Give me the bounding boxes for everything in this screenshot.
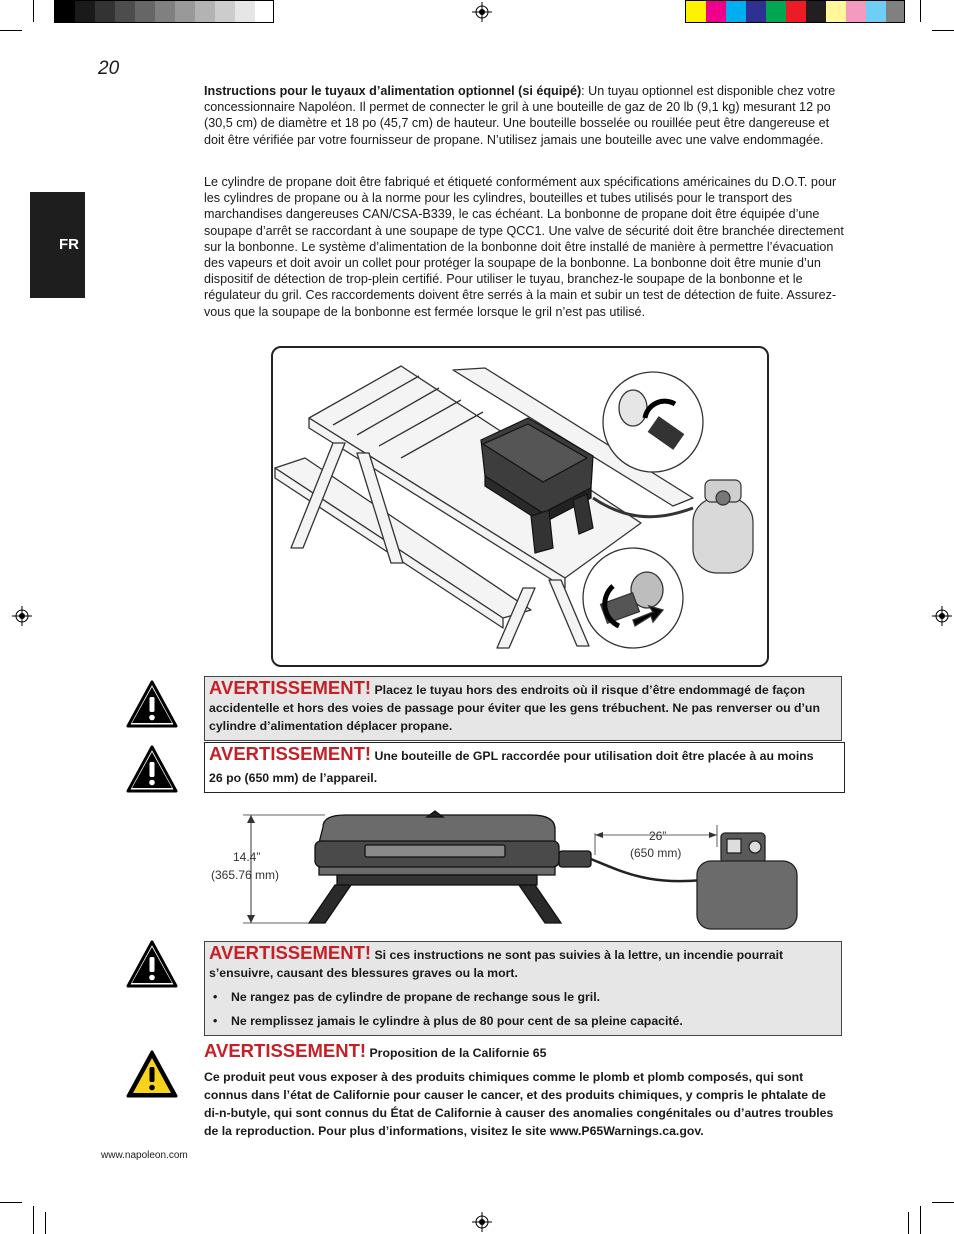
registration-mark-icon <box>932 606 952 626</box>
page-number: 20 <box>98 58 120 79</box>
warning-triangle-icon <box>126 680 178 728</box>
prop65-subtitle: Proposition de la Californie 65 <box>369 1046 547 1060</box>
height-dimension-inches: 14.4” <box>233 850 261 864</box>
warning-text: Une bouteille de GPL raccordée pour utilisation doit être placée à au moins <box>374 749 814 763</box>
grayscale-bar <box>54 0 274 23</box>
registration-mark-icon <box>472 2 492 22</box>
warning-text: Placez le tuyau hors des endroits où il risque d’être endommagé de façon accidentelle et hors des voies de passage pour éviter que les gens trébuchent. Ne pas renverser ou d’un cylindre d’alimentation déplacer propane. <box>209 683 820 733</box>
language-tab-label: FR <box>59 236 79 253</box>
warning-box-trip-hazard <box>204 676 842 741</box>
warning-text: Si ces instructions ne sont pas suivies à la lettre, un incendie pourrait s’ensuivre, causant des blessures graves ou la mort. <box>209 948 784 980</box>
registration-mark-icon <box>12 606 32 626</box>
warning-box-prop65 <box>204 1042 842 1140</box>
clearance-dimension-illustration <box>205 803 825 931</box>
warning-box-fire-hazard <box>204 941 842 1036</box>
warning-triangle-icon <box>126 940 178 988</box>
warning-text-continued: 26 po (650 mm) de l’appareil. <box>209 771 378 785</box>
language-tab <box>30 192 85 298</box>
color-bar <box>685 0 905 23</box>
distance-dimension-inches: 26” <box>649 829 667 843</box>
hose-instructions-paragraph <box>204 83 844 148</box>
prop65-warning-icon <box>126 1050 178 1098</box>
warning-triangle-icon <box>126 745 178 793</box>
cylinder-paragraph: Le cylindre de propane doit être fabriqué et étiqueté conformément aux spécifications américaines du D.O.T. pour les cylindres de propane ou à la norme pour les cylindres, bouteilles et tubes utilisés pour le transport des marchandises dangereuses CAN/CSA-B339, le cas échéant. La bonbonne de propane doit être équipée d’une soupape d’arrêt se raccordant à une soupape de type QCC1. Une valve de sécurité doit être branchée directement sur la bonbonne. Le système d’alimentation de la bonbonne doit être installé de manière à permettre l’évacuation des vapeurs et doit avoir un collet pour protéger la soupape de la bonbonne. La bonbonne doit être munie d’un dispositif de détection de trop-plein certifié. Pour utiliser le tuyau, branchez-le soupape de la bonbonne et le régulateur du gril. Ces raccordements doivent être serrés à la main et subir un test de détection de fuite. Assurez-vous que la soupape de la bonbonne est fermée lorsque le gril n’est pas utilisé. <box>204 175 844 319</box>
hose-instructions-heading: Instructions pour le tuyaux d’alimentation optionnel (si équipé) <box>204 84 582 98</box>
list-item: • Ne remplissez jamais le cylindre à plus de 80 pour cent de sa pleine capacité. <box>209 1012 837 1030</box>
prop65-text: Ce produit peut vous exposer à des produits chimiques comme le plomb et plomb composés, qui sont connus dans l’état de Californie pour causer le cancer, et des produits chimiques, y compris le phtalate de di-n-butyle, qui sont connus du État de Californie à causer des anomalies congénitales ou d’autres troubles de la reproduction. Pour plus d’informations, visitez le site www.P65Warnings.ca.gov. <box>204 1070 834 1138</box>
footer-url: www.napoleon.com <box>101 1150 188 1161</box>
height-dimension-mm: (365.76 mm) <box>211 868 280 882</box>
warning-title: AVERTISSEMENT! <box>204 1040 367 1061</box>
registration-mark-icon <box>472 1212 492 1232</box>
warning-box-distance <box>204 742 845 793</box>
warning-title: AVERTISSEMENT! <box>209 677 372 698</box>
distance-dimension-mm: (650 mm) <box>630 846 682 860</box>
warning-title: AVERTISSEMENT! <box>209 743 372 764</box>
warning-bullet-list <box>209 988 837 1030</box>
picnic-table-illustration <box>271 346 769 667</box>
list-item: • Ne rangez pas de cylindre de propane de rechange sous le gril. <box>209 988 837 1006</box>
hose-instructions-text: : Un tuyau optionnel est disponible chez votre concessionnaire Napoléon. Il permet de connecter le gril à une bouteille de gaz de 20 lb (9,1 kg) mesurant 12 po (30,5 cm) de diamètre et 18 po (45,7 cm) de hauteur. Une bouteille bosselée ou rouillée peut être dangereuse et doit être vérifiée par votre fournisseur de propane. N’utilisez jamais une bouteille avec une valve endommagée. <box>204 84 836 147</box>
warning-title: AVERTISSEMENT! <box>209 942 372 963</box>
